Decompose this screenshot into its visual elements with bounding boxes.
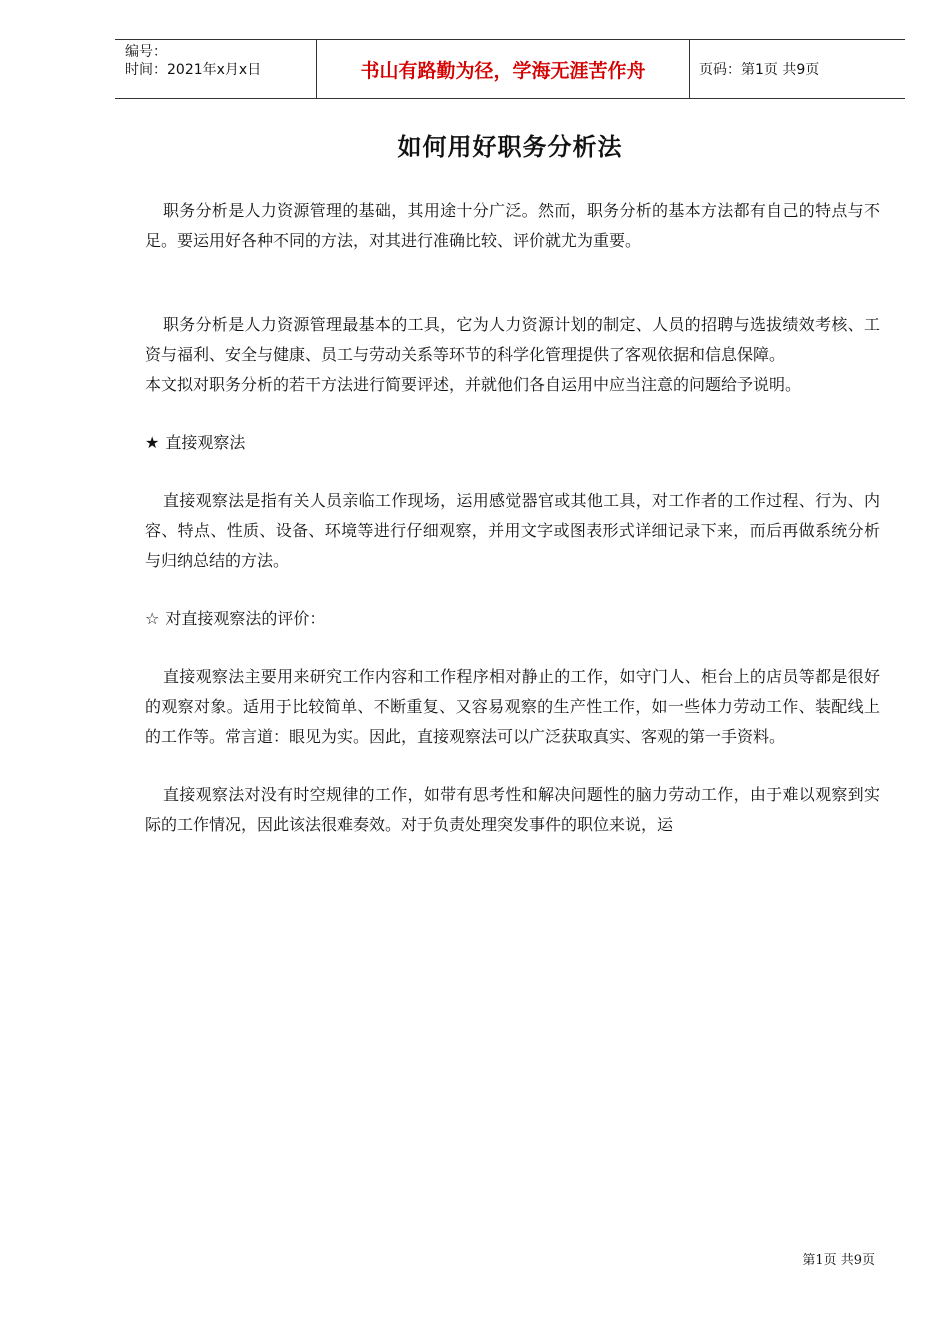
paragraph-intro: 职务分析是人力资源管理的基础，其用途十分广泛。然而，职务分析的基本方法都有自己的特点与不足。要运用好各种不同的方法，对其进行准确比较、评价就尤为重要。 [145, 201, 880, 250]
paragraph-usage: 直接观察法主要用来研究工作内容和工作程序相对静止的工作，如守门人、柜台上的店员等都是很好的观察对象。适用于比较简单、不断重复、又容易观察的生产性工作，如一些体力劳动工作、装配线上的工作等。常言道：眼见为实。因此，直接观察法可以广泛获取真实、客观的第一手资料。 [145, 667, 880, 746]
section-heading-evaluation [145, 604, 880, 634]
header-page-label: 页码：第1页 共9页 [699, 62, 820, 78]
page-footer: 第1页 共9页 [802, 1253, 875, 1268]
header-motto: 书山有路勤为径，学海无涯苦作舟 [317, 40, 690, 98]
page-header [115, 39, 905, 99]
section-heading-text: 对直接观察法的评价： [165, 609, 326, 628]
paragraph-purpose: 本文拟对职务分析的若干方法进行简要评述，并就他们各自运用中应当注意的问题给予说明。 [145, 375, 802, 394]
section-heading-observation [145, 428, 880, 458]
header-meta-cell [115, 40, 317, 98]
document-body [145, 196, 880, 840]
paragraph-definition: 直接观察法是指有关人员亲临工作现场，运用感觉器官或其他工具，对工作者的工作过程、行为、内容、特点、性质、设备、环境等进行仔细观察，并用文字或图表形式详细记录下来，而后再做系统分析与归纳总结的方法。 [145, 491, 880, 570]
paragraph-overview: 职务分析是人力资源管理最基本的工具，它为人力资源计划的制定、人员的招聘与选拔绩效考核、工资与福利、安全与健康、员工与劳动关系等环节的科学化管理提供了客观依据和信息保障。 [145, 315, 880, 364]
header-number-label: 编号： [125, 44, 167, 60]
black-star-icon: ★ [145, 433, 160, 452]
header-time-label: 时间：2021年x月x日 [125, 62, 262, 78]
document-title: 如何用好职务分析法 [397, 133, 623, 161]
paragraph-limitation: 直接观察法对没有时空规律的工作，如带有思考性和解决问题性的脑力劳动工作，由于难以观察到实际的工作情况，因此该法很难奏效。对于负责处理突发事件的职位来说，运 [145, 785, 880, 834]
section-heading-text: 直接观察法 [165, 433, 246, 452]
white-star-icon: ☆ [145, 609, 160, 628]
